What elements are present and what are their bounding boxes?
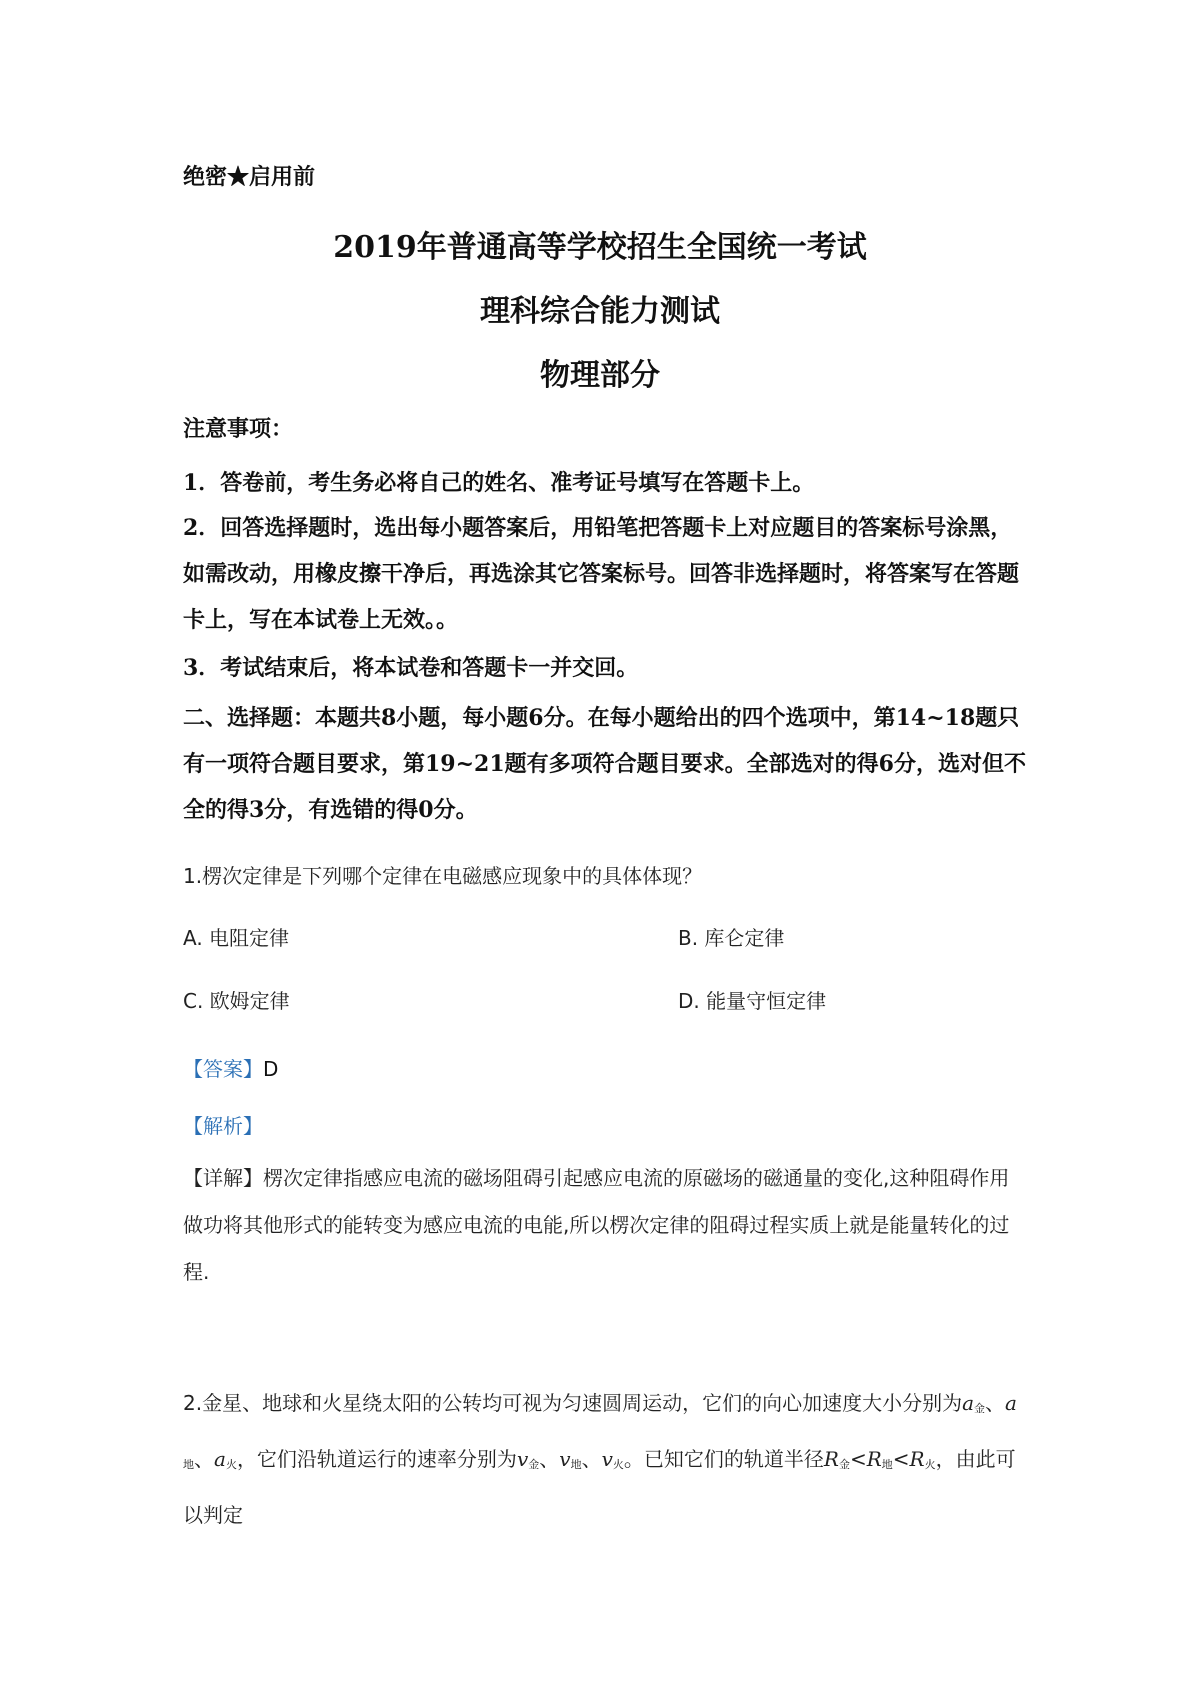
q2-var-a: a bbox=[214, 1447, 226, 1471]
q2-var-a: a bbox=[1005, 1391, 1017, 1415]
q2-sub-jin: 金 bbox=[838, 1458, 850, 1471]
section-title: 物理部分 bbox=[540, 358, 660, 393]
section-2-instructions: 二、选择题：本题共8小题，每小题6分。在每小题给出的四个选项中，第14~18题只有一项符合题目要求，第19~21题有多项符合题目要求。全部选对的得6分，选对但不全的得3分，有选错的得0分。 bbox=[183, 705, 1026, 823]
q2-var-r: R bbox=[866, 1447, 882, 1471]
question-2-stem bbox=[183, 1378, 1028, 1540]
q2-var-r: R bbox=[823, 1447, 839, 1471]
q2-sep: 、 bbox=[194, 1447, 214, 1471]
notice-item-2: 2．回答选择题时，选出每小题答案后，用铅笔把答题卡上对应题目的答案标号涂黑，如需改动，用橡皮擦干净后，再选涂其它答案标号。回答非选择题时，将答案写在答题卡上，写在本试卷上无效。。 bbox=[183, 515, 1020, 633]
secret-label: 绝密★启用前 bbox=[183, 164, 316, 190]
q2-sub-di: 地 bbox=[570, 1458, 582, 1471]
q2-sub-jin: 金 bbox=[528, 1458, 540, 1471]
q2-sub-huo: 火 bbox=[225, 1458, 237, 1471]
q2-var-v: v bbox=[559, 1447, 571, 1471]
q2-lt: < bbox=[849, 1447, 867, 1471]
answer-label: 【答案】 bbox=[183, 1057, 263, 1081]
detail-text: 楞次定律指感应电流的磁场阻碍引起感应电流的原磁场的磁通量的变化,这种阻碍作用做功将其他形式的能转变为感应电流的电能,所以楞次定律的阻碍过程实质上就是能量转化的过程. bbox=[183, 1166, 1010, 1284]
exam-title: 2019年普通高等学校招生全国统一考试 bbox=[333, 230, 867, 265]
detail-label: 【详解】 bbox=[183, 1166, 263, 1190]
question-1-option-d: D. 能量守恒定律 bbox=[678, 989, 827, 1013]
question-1-detail bbox=[183, 1155, 1028, 1296]
question-1-stem: 1.楞次定律是下列哪个定律在电磁感应现象中的具体体现？ bbox=[183, 864, 703, 888]
exam-subtitle: 理科综合能力测试 bbox=[480, 294, 720, 329]
question-1-option-a: A. 电阻定律 bbox=[183, 926, 290, 950]
q2-sep: 、 bbox=[581, 1447, 602, 1471]
q2-text-4: ，由此可以判定 bbox=[183, 1447, 1016, 1527]
q2-sub-di: 地 bbox=[881, 1458, 893, 1471]
q2-sub-huo: 火 bbox=[924, 1458, 936, 1471]
q2-text-3: 。已知它们的轨道半径 bbox=[623, 1447, 824, 1471]
notice-title: 注意事项： bbox=[183, 416, 294, 442]
question-1-option-b: B. 库仑定律 bbox=[678, 926, 785, 950]
q2-sub-di: 地 bbox=[183, 1458, 194, 1471]
q2-sep: 、 bbox=[539, 1447, 560, 1471]
question-1-answer bbox=[183, 1053, 1028, 1082]
question-1-option-c: C. 欧姆定律 bbox=[183, 989, 290, 1013]
q2-text-1: 2.金星、地球和火星绕太阳的公转均可视为匀速圆周运动，它们的向心加速度大小分别为 bbox=[183, 1391, 963, 1415]
q2-var-r: R bbox=[909, 1447, 925, 1471]
notice-item-1: 1．答卷前，考生务必将自己的姓名、准考证号填写在答题卡上。 bbox=[183, 470, 815, 496]
analysis-label: 【解析】 bbox=[183, 1114, 263, 1138]
q2-sub-jin: 金 bbox=[974, 1402, 986, 1415]
q2-var-v: v bbox=[601, 1447, 613, 1471]
q2-lt: < bbox=[892, 1447, 910, 1471]
q2-sep: 、 bbox=[985, 1391, 1006, 1415]
q2-sub-huo: 火 bbox=[612, 1458, 624, 1471]
q2-text-2: ，它们沿轨道运行的速率分别为 bbox=[236, 1447, 517, 1471]
q2-var-a: a bbox=[962, 1391, 975, 1415]
answer-value: D bbox=[263, 1057, 279, 1081]
notice-item-3: 3．考试结束后，将本试卷和答题卡一并交回。 bbox=[183, 655, 639, 681]
q2-var-v: v bbox=[516, 1447, 529, 1471]
